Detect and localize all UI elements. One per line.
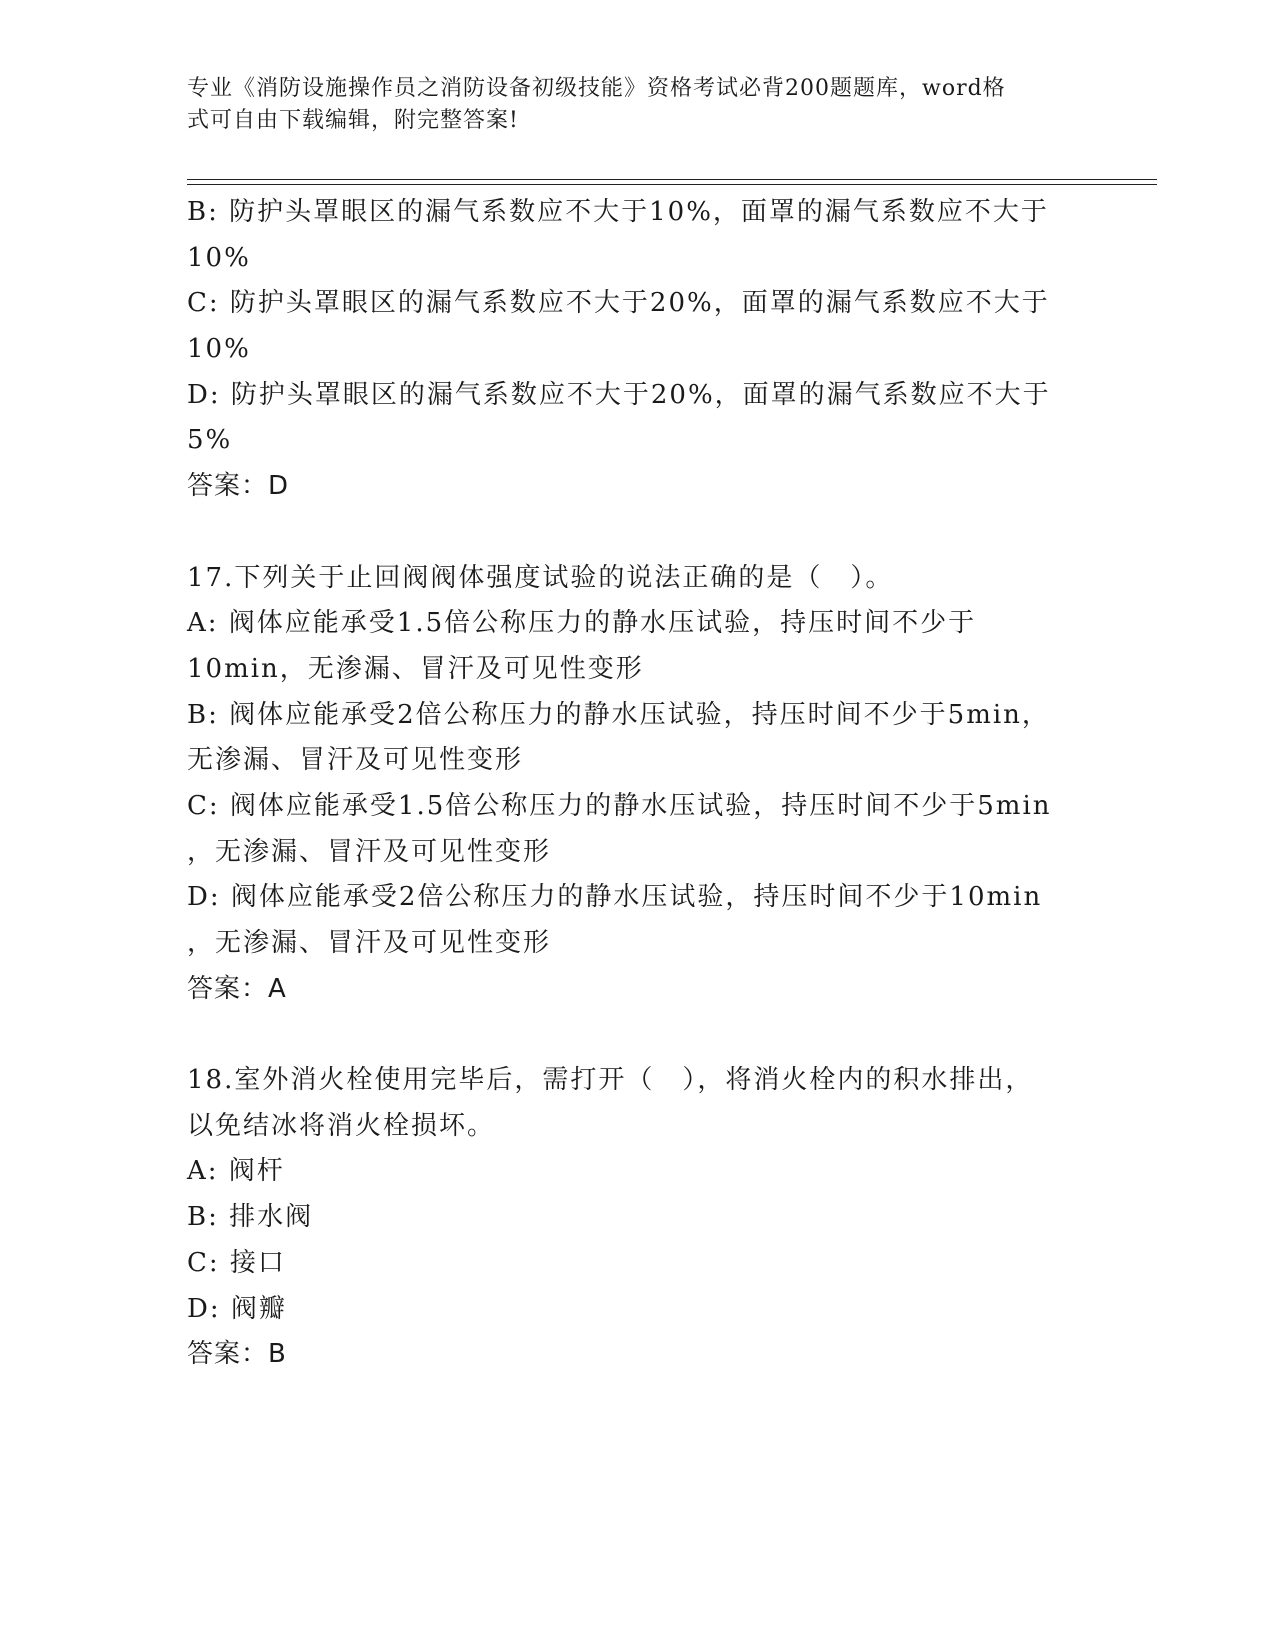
q18-stem-cont: 以免结冰将消火栓损坏。 — [187, 1110, 496, 1141]
q16-option-c-cont: 10% — [187, 334, 251, 365]
q16-answer: 答案：D — [187, 471, 290, 502]
q17-option-c: C: 阀体应能承受1.5倍公称压力的静水压试验，持压时间不少于5min — [187, 790, 1052, 821]
question-16-tail — [187, 190, 1087, 510]
document-header — [187, 73, 1067, 137]
q17-option-b-cont: 无渗漏、冒汗及可见性变形 — [187, 745, 524, 776]
q18-option-b: B: 排水阀 — [187, 1202, 314, 1233]
header-divider-bottom — [187, 184, 1157, 185]
q17-option-b: B: 阀体应能承受2倍公称压力的静水压试验，持压时间不少于5min， — [187, 699, 1050, 730]
q17-option-d-cont: ，无渗漏、冒汗及可见性变形 — [187, 928, 552, 958]
question-18 — [187, 1058, 1087, 1378]
q17-stem: 17.下列关于止回阀阀体强度试验的说法正确的是（ ）。 — [187, 562, 894, 593]
header-divider-top — [187, 179, 1157, 180]
q18-answer: 答案：B — [187, 1339, 287, 1370]
header-line-2: 式可自由下载编辑，附完整答案! — [187, 108, 519, 133]
q17-option-d: D: 阀体应能承受2倍公称压力的静水压试验，持压时间不少于10min — [187, 882, 1043, 913]
q18-option-c: C: 接口 — [187, 1247, 286, 1278]
spacer — [187, 510, 1087, 556]
spacer — [187, 1012, 1087, 1058]
q17-option-c-cont: ，无渗漏、冒汗及可见性变形 — [187, 836, 552, 867]
q18-option-d: D: 阀瓣 — [187, 1293, 287, 1324]
q17-option-a: A: 阀体应能承受1.5倍公称压力的静水压试验，持压时间不少于 — [187, 608, 977, 639]
q16-option-c: C: 防护头罩眼区的漏气系数应不大于20%，面罩的漏气系数应不大于 — [187, 288, 1050, 319]
q18-stem: 18.室外消火栓使用完毕后，需打开（ ），将消火栓内的积水排出， — [187, 1065, 1034, 1096]
q17-answer: 答案：A — [187, 973, 287, 1004]
q16-option-d: D: 防护头罩眼区的漏气系数应不大于20%，面罩的漏气系数应不大于 — [187, 379, 1051, 410]
q18-option-a: A: 阀杆 — [187, 1156, 285, 1187]
document-body — [187, 190, 1087, 1378]
q16-option-d-cont: 5% — [187, 425, 233, 456]
question-17 — [187, 556, 1087, 1013]
header-line-1: 专业《消防设施操作员之消防设备初级技能》资格考试必背200题题库，word格 — [187, 76, 1006, 101]
q17-option-a-cont: 10min，无渗漏、冒汗及可见性变形 — [187, 653, 644, 684]
q16-option-b: B: 防护头罩眼区的漏气系数应不大于10%，面罩的漏气系数应不大于 — [187, 197, 1049, 227]
q16-option-b-cont: 10% — [187, 242, 251, 273]
